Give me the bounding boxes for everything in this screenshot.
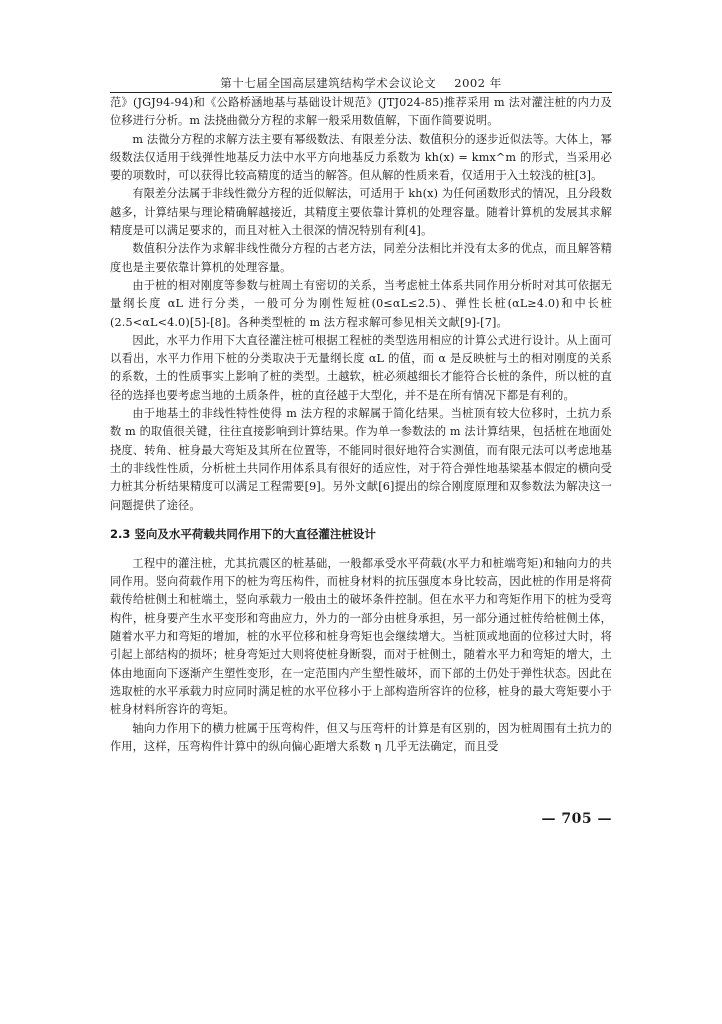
header-title: 第十七届全国高层建筑结构学术会议论文 (220, 76, 437, 90)
paragraph: 范》(JGJ94-94)和《公路桥涵地基与基础设计规范》(JTJ024-85)推荐采用 m 法对灌注桩的内力及位移进行分析。m 法挠曲微分方程的求解一般采用数值解，下面作简要说明。 (110, 96, 612, 128)
page-body (110, 94, 612, 756)
running-header (110, 74, 612, 93)
paragraph: 由于桩的相对刚度等参数与桩周土有密切的关系，当考虑桩土体系共同作用分析时对其可依据无量纲长度 αL 进行分类，一般可分为刚性短桩(0≤αL≤2.5)、弹性长桩(αL≥4.0)和中长桩(2.5<αL<4.0)[5]-[8]。各种类型桩的 m 法方程求解可参见相关文献[9]-[7]。 (110, 278, 612, 329)
paragraph: 有限差分法属于非线性微分方程的近似解法，可适用于 kh(x) 为任何函数形式的情况，且分段数越多，计算结果与理论精确解越接近，其精度主要依靠计算机的处理容量。随着计算机的发展其求解精度是可以满足要求的，而且对桩入土很深的情况特别有利[4]。 (110, 187, 612, 238)
page-number: — 705 — (541, 811, 612, 827)
paragraph: 由于地基土的非线性特性使得 m 法方程的求解属于简化结果。当桩顶有较大位移时，土抗力系数 m 的取值很关键，往往直接影响到计算结果。作为单一参数法的 m 法计算结果，包括桩在地面处挠度、转角、桩身最大弯矩及其所在位置等，不能同时很好地符合实测值，而有限元法可以考虑地基土的非线性性质，分析桩土共同作用体系具有很好的适应性，对于符合弹性地基梁基本假定的横向受力桩其分析结果精度可以满足工程需要[9]。另外文献[6]提出的综合刚度原理和双参数法为解决这一问题提供了途径。 (110, 407, 612, 512)
header-year: 2002 年 (454, 76, 502, 90)
paragraph: 因此，水平力作用下大直径灌注桩可根据工程桩的类型选用相应的计算公式进行设计。从上面可以看出，水平力作用下桩的分类取决于无量纲长度 αL 的值，而 α 是反映桩与土的相对刚度的关系的系数，土的性质事实上影响了桩的类型。土越软，桩必须越细长才能符合长桩的条件，所以桩的直径的选择也要考虑当地的土质条件，桩的直径越于大型化，并不是在所有情况下都是有利的。 (110, 333, 612, 402)
paragraph: 数值积分法作为求解非线性微分方程的古老方法，同差分法相比并没有太多的优点，而且解答精度也是主要依靠计算机的处理容量。 (110, 242, 612, 274)
paragraph: 轴向力作用下的横力桩属于压弯构件，但又与压弯杆的计算是有区别的，因为桩周围有土抗力的作用，这样，压弯构件计算中的纵向偏心距增大系数 η 几乎无法确定，而且受 (110, 721, 612, 753)
paragraph: m 法微分方程的求解方法主要有幂级数法、有限差分法、数值积分的逐步近似法等。大体上，幂级数法仅适用于线弹性地基反力法中水平方向地基反力系数为 kh(x) = kmx^m 的形式，当采用必要的项数时，可以获得比较高精度的适当的解答。但从解的性质来看，仅适用于入土较浅的桩[3]。 (110, 132, 612, 183)
section-heading: 2.3 竖向及水平荷载共同作用下的大直径灌注桩设计 (110, 526, 376, 541)
paragraph: 工程中的灌注桩，尤其抗震区的桩基础，一般都承受水平荷载(水平力和桩端弯矩)和轴向力的共同作用。竖向荷载作用下的桩为弯压构件，而桩身材料的抗压强度本身比较高，因此桩的作用是将荷载传给桩侧土和桩端土，竖向承载力一般由土的破坏条件控制。但在水平力和弯矩作用下的桩为受弯构件，桩身要产生水平变形和弯曲应力，外力的一部分由桩身承担，另一部分通过桩传给桩侧土体，随着水平力和弯矩的增加，桩的水平位移和桩身弯矩也会继续增大。当桩顶或地面的位移过大时，将引起上部结构的损坏；桩身弯矩过大则将使桩身断裂，而对于桩侧土，随着水平力和弯矩的增大，土体由地面向下逐渐产生塑性变形，在一定范围内产生塑性破坏，而下部的土仍处于弹性状态。因此在选取桩的水平承载力时应同时满足桩的水平位移小于上部构造所容许的位移，桩身的最大弯矩要小于桩身材料所容许的弯矩。 (110, 556, 612, 717)
